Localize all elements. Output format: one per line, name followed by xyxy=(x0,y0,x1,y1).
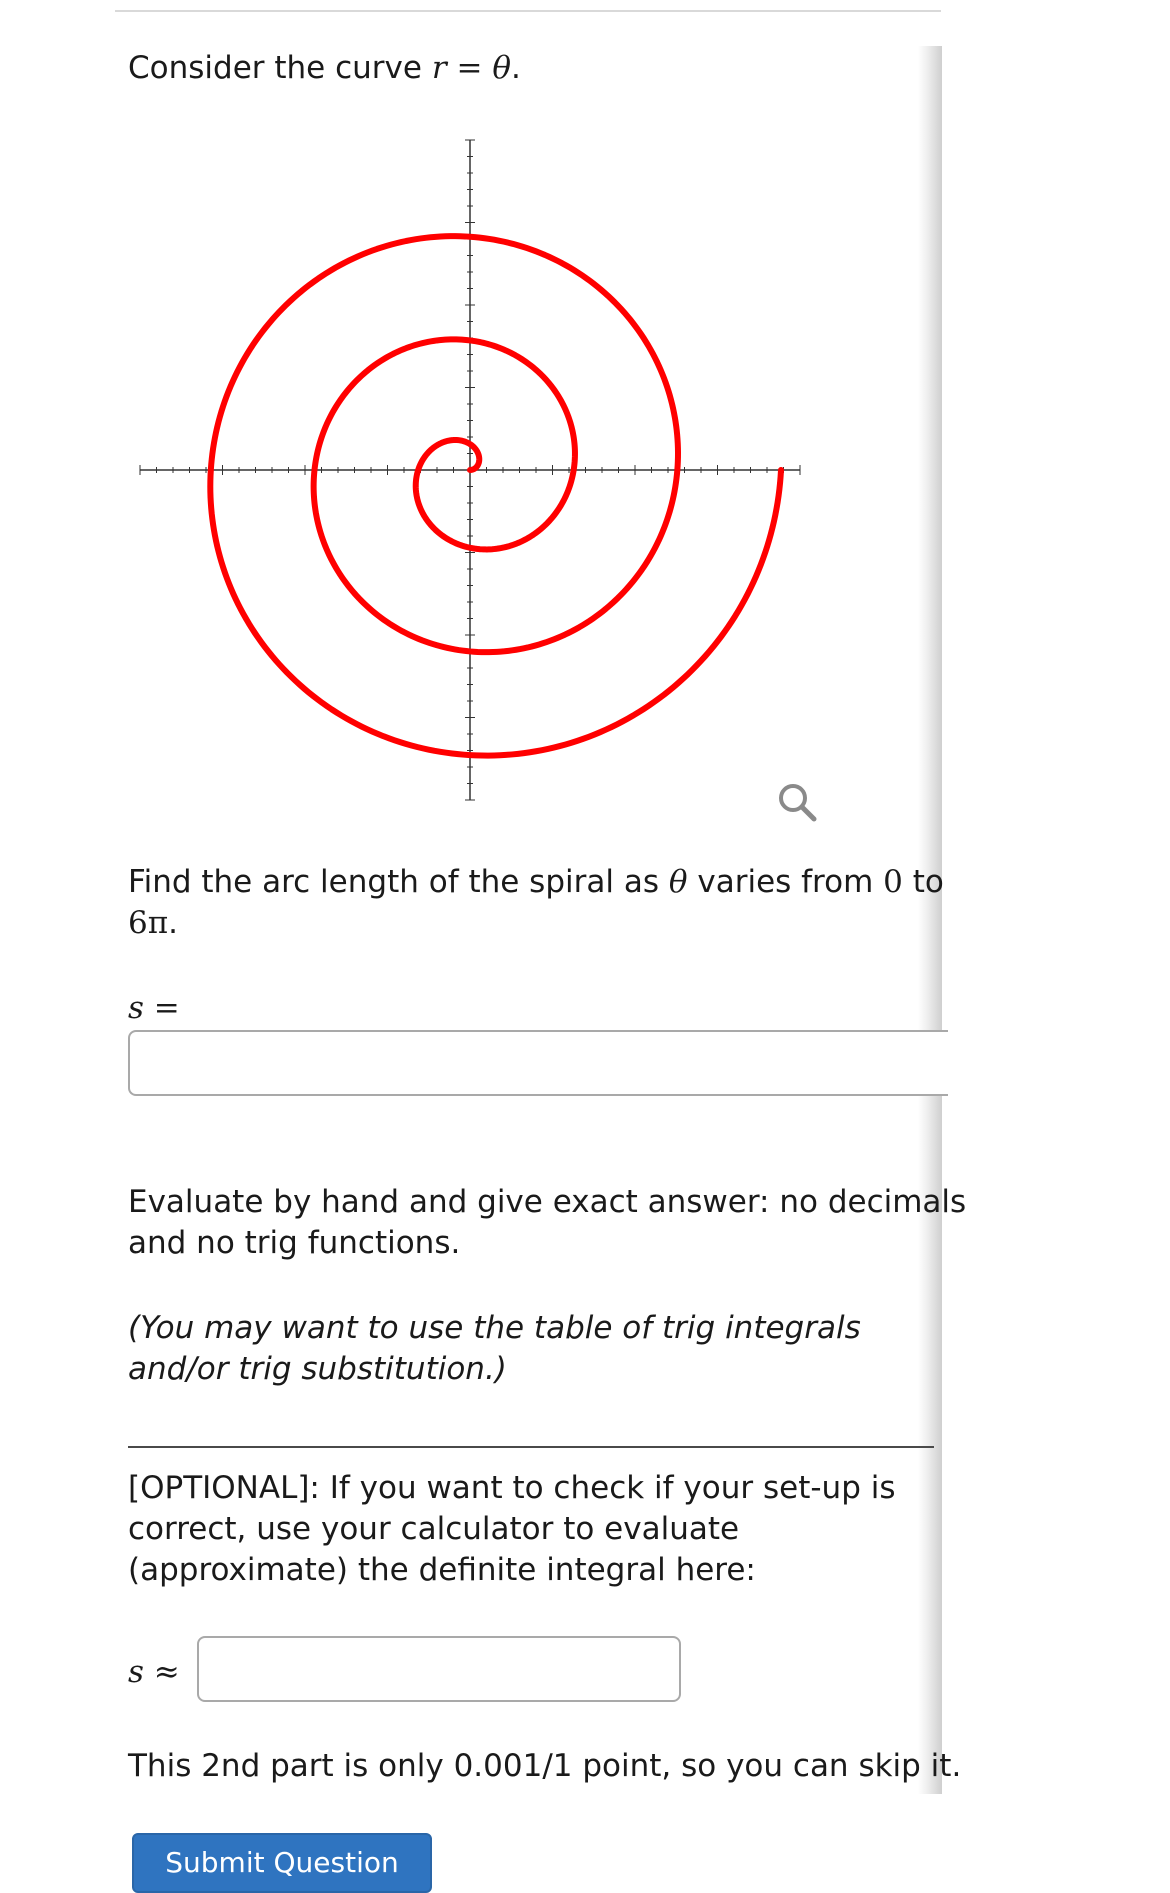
hint-line-1: (You may want to use the table of trig integrals xyxy=(128,1310,861,1346)
find-end: 6π xyxy=(128,905,169,941)
skip-note: This 2nd part is only 0.001/1 point, so you can skip it. xyxy=(128,1748,962,1784)
intro-math-eq: = xyxy=(446,50,493,86)
instruction-line-1: Evaluate by hand and give exact answer: no decimals xyxy=(128,1184,967,1220)
intro-prefix: Consider the curve xyxy=(128,50,432,86)
find-middle: varies from xyxy=(687,864,884,900)
find-to: to xyxy=(902,864,944,900)
intro-suffix: . xyxy=(511,50,521,86)
approx-label xyxy=(128,1652,180,1693)
optional-line-1: [OPTIONAL]: If you want to check if your set-up is xyxy=(128,1470,896,1506)
magnifier-icon[interactable] xyxy=(775,780,819,824)
spiral-curve xyxy=(210,236,781,755)
find-prefix: Find the arc length of the spiral as xyxy=(128,864,669,900)
optional-text xyxy=(128,1468,896,1591)
find-theta: θ xyxy=(668,864,688,900)
section-divider xyxy=(128,1446,934,1448)
hint-text xyxy=(128,1308,861,1390)
spiral-graph[interactable] xyxy=(120,120,820,820)
intro-math-theta: θ xyxy=(492,50,511,86)
approx-label-sym: ≈ xyxy=(143,1654,180,1690)
submit-question-button[interactable]: Submit Question xyxy=(132,1833,432,1893)
optional-line-2: correct, use your calculator to evaluate xyxy=(128,1511,740,1547)
answer-label-var: s xyxy=(128,990,144,1026)
hint-line-2: and/or trig substitution.) xyxy=(128,1351,507,1387)
top-divider xyxy=(115,10,941,12)
find-suffix: . xyxy=(168,905,178,941)
question-intro xyxy=(128,48,521,89)
instruction-line-2: and no trig functions. xyxy=(128,1225,461,1261)
approx-label-var: s xyxy=(128,1654,144,1690)
intro-math-r: r xyxy=(431,50,447,86)
instruction-text xyxy=(128,1182,966,1264)
answer-label xyxy=(128,988,180,1029)
find-instruction xyxy=(128,862,944,944)
optional-line-3: (approximate) the definite integral here: xyxy=(128,1552,756,1588)
exact-answer-input[interactable] xyxy=(128,1030,948,1096)
answer-label-eq: = xyxy=(143,990,180,1026)
find-start: 0 xyxy=(883,864,903,900)
approx-answer-input[interactable] xyxy=(197,1636,681,1702)
